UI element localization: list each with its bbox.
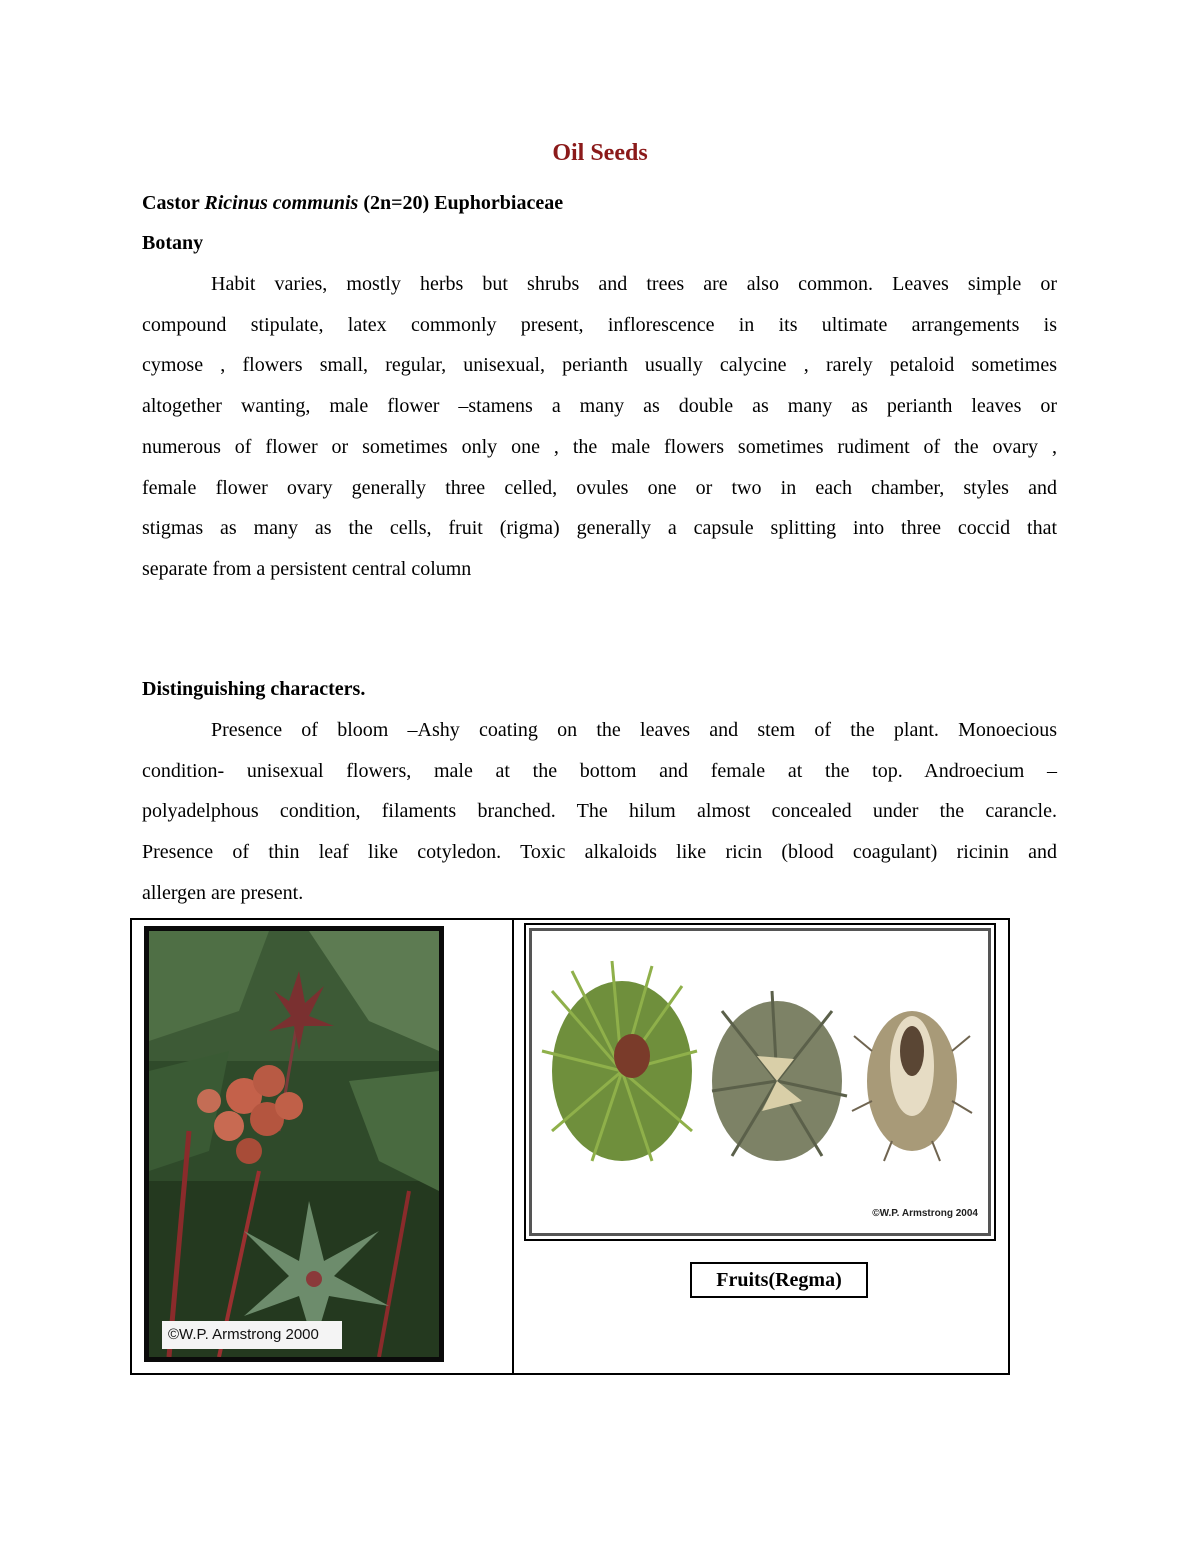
distinguishing-line: condition- unisexual flowers, male at the bottom and female at the top. Androecium – [142,759,1057,782]
botany-line: altogether wanting, male flower –stamens a many as double as many as perianth leaves or [142,395,1057,418]
castor-fruits-photo [529,928,991,1236]
family-name: Euphorbiaceae [434,192,564,214]
distinguishing-line: Presence of bloom –Ashy coating on the leaves and stem of the plant. Monoecious [211,719,1057,741]
fruit-photo-frame [524,923,996,1241]
distinguishing-line: Presence of thin leaf like cotyledon. Toxic alkaloids like ricin (blood coagulant) ricinin and [142,841,1057,864]
castor-fruits-illustration [532,931,988,1233]
table-divider [512,920,514,1373]
fruit-caption: Fruits(Regma) [690,1262,868,1298]
botany-line: compound stipulate, latex commonly present, inflorescence in its ultimate arrangements is [142,313,1057,336]
distinguishing-paragraph [142,710,1057,914]
distinguishing-heading: Distinguishing characters. [142,678,366,700]
page-title: Oil Seeds [552,140,648,166]
botany-heading: Botany [142,232,204,254]
castor-plant-illustration [149,931,439,1357]
distinguishing-line: polyadelphous condition, filaments branched. The hilum almost concealed under the carancle. [142,800,1057,823]
botany-line: female flower ovary generally three celled, ovules one or two in each chamber, styles and [142,476,1057,499]
green-fruit-icon [542,961,697,1161]
distinguishing-line: allergen are present. [142,881,304,904]
botany-paragraph [142,264,1057,590]
botany-line: numerous of flower or sometimes only one , the male flowers sometimes rudiment of the ovary , [142,435,1057,458]
split-fruit-icon [852,1011,972,1161]
botany-line: separate from a persistent central column [142,557,472,580]
botany-line: cymose , flowers small, regular, unisexual, perianth usually calycine , rarely petaloid sometimes [142,354,1057,377]
figure-table [130,918,1010,1375]
crop-heading [142,192,563,215]
botany-line: Habit varies, mostly herbs but shrubs and trees are also common. Leaves simple or [211,273,1057,295]
dried-fruit-icon [712,991,847,1161]
photo-copyright: ©W.P. Armstrong 2000 [162,1321,342,1349]
botany-line: stigmas as many as the cells, fruit (rigma) generally a capsule splitting into three coccid that [142,517,1057,540]
castor-plant-photo [144,926,444,1362]
fruit-photo-copyright: ©W.P. Armstrong 2004 [872,1208,978,1219]
scientific-name: Ricinus communis [204,192,359,214]
chromosome-number: (2n=20) [363,192,430,214]
crop-name: Castor [142,192,200,214]
